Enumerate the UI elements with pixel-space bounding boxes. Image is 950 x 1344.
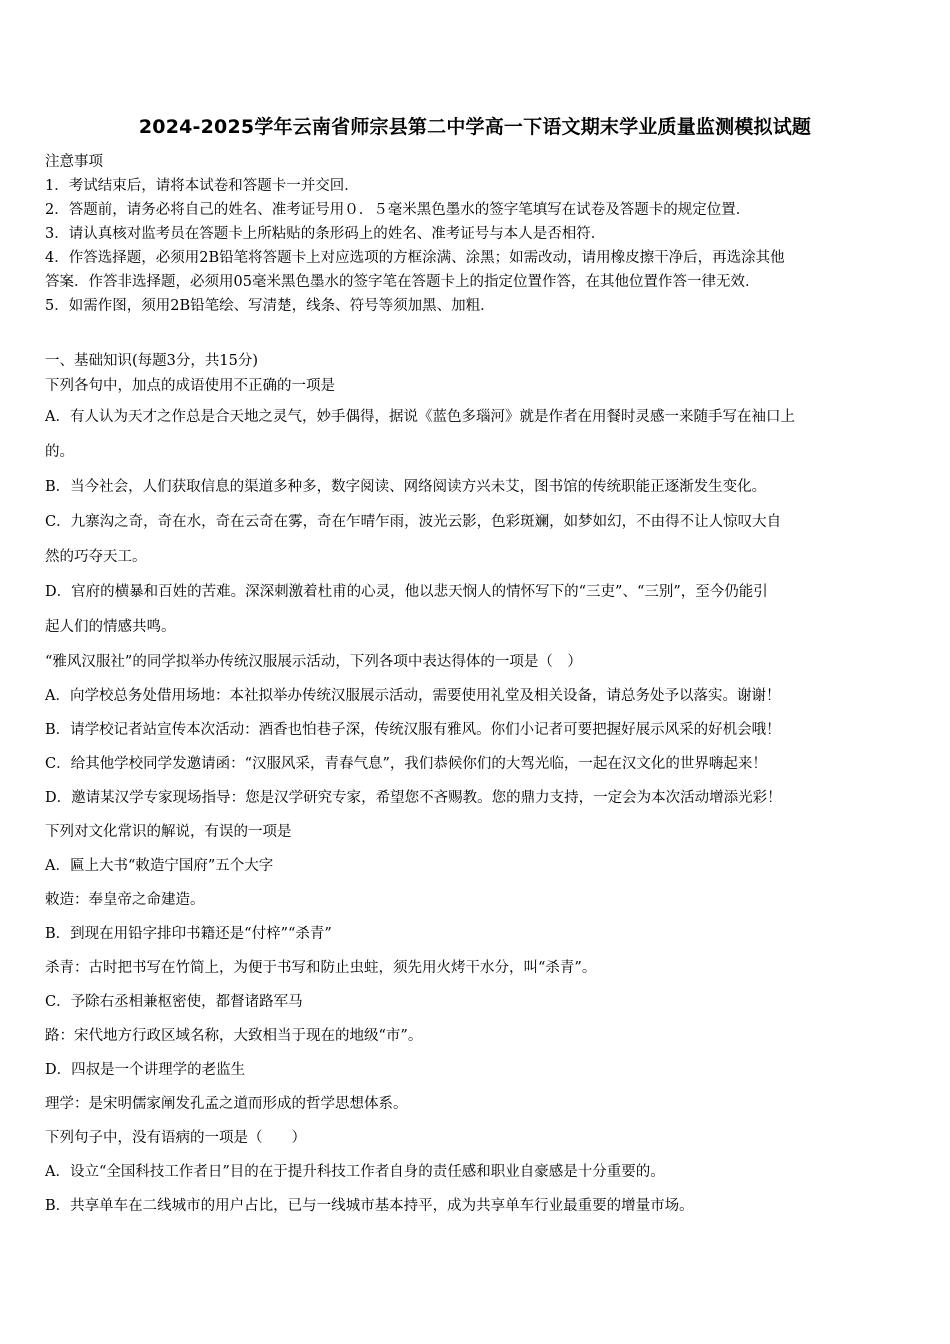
notes-item: 3．请认真核对监考员在答题卡上所粘贴的条形码上的姓名、准考证号与本人是否相符． <box>45 226 606 242</box>
notes-item: 4．作答选择题，必须用2B铅笔将答题卡上对应选项的方框涂满、涂黑；如需改动，请用橡皮擦干净后，再选涂其他 <box>45 250 785 266</box>
option-c: C．予除右丞相兼枢密使，都督诸路军马 <box>45 994 303 1010</box>
option-c-note: 路：宋代地方行政区域名称，大致相当于现在的地级“市”。 <box>45 1028 423 1044</box>
option-b: B．请学校记者站宣传本次活动：酒香也怕巷子深，传统汉服有雅风。你们小记者可要把握好展示风采的好机会哦！ <box>45 722 781 738</box>
notes-heading: 注意事项 <box>45 154 103 170</box>
option-d-note: 理学：是宋明儒家阐发孔孟之道而形成的哲学思想体系。 <box>45 1096 408 1112</box>
option-c: C．给其他学校同学发邀请函：“汉服风采，青春气息”，我们恭候你们的大驾光临，一起在汉文化的世界嗨起来！ <box>45 756 767 772</box>
question-1 <box>45 372 911 645</box>
notes-section <box>45 150 911 318</box>
notes-item: 1．考试结束后，请将本试卷和答题卡一并交回． <box>45 178 359 194</box>
option-d: D．四叔是一个讲理学的老监生 <box>45 1062 246 1078</box>
question-4 <box>45 1121 911 1223</box>
option-a-continued: 的。 <box>45 444 74 460</box>
option-b: B．共享单车在二线城市的用户占比，已与一线城市基本持平，成为共享单车行业最重要的增量市场。 <box>45 1198 694 1214</box>
option-d: D．官府的横暴和百姓的苦难。深深刺激着杜甫的心灵，他以悲天悯人的情怀写下的“三吏”、“三别”，至今仍能引 <box>45 584 768 600</box>
option-c-continued: 然的巧夺天工。 <box>45 549 147 565</box>
notes-item: 2．答题前，请务必将自己的姓名、准考证号用０．５毫米黑色墨水的签字笔填写在试卷及答题卡的规定位置． <box>45 202 751 218</box>
option-b-note: 杀青：古时把书写在竹简上，为便于书写和防止虫蛀，须先用火烤干水分，叫“杀青”。 <box>45 960 597 976</box>
option-c: C．九寨沟之奇，奇在水，奇在云奇在雾，奇在乍晴乍雨，波光云影，色彩斑斓，如梦如幻，不由得不让人惊叹大自 <box>45 514 782 530</box>
option-b: B．到现在用铅字排印书籍还是“付梓”“杀青” <box>45 926 332 942</box>
notes-item: 答案．作答非选择题，必须用05毫米黑色墨水的签字笔在答题卡上的指定位置作答，在其他位置作答一律无效． <box>45 274 760 290</box>
section-heading: 一、基础知识(每题3分，共15分) <box>45 353 258 369</box>
option-d-continued: 起人们的情感共鸣。 <box>45 619 176 635</box>
question-2 <box>45 645 911 815</box>
option-d: D．邀请某汉学专家现场指导：您是汉学研究专家，希望您不吝赐教。您的鼎力支持，一定会为本次活动增添光彩！ <box>45 790 782 806</box>
question-3 <box>45 815 911 1121</box>
option-a: A．有人认为天才之作总是合天地之灵气，妙手偶得，据说《蓝色多瑙河》就是作者在用餐时灵感一来随手写在袖口上 <box>45 409 795 425</box>
question-stem: 下列对文化常识的解说，有误的一项是 <box>45 824 292 840</box>
question-stem: 下列各句中，加点的成语使用不正确的一项是 <box>45 378 335 394</box>
question-stem: “雅风汉服社”的同学拟举办传统汉服展示活动，下列各项中表达得体的一项是（ ） <box>45 654 582 670</box>
option-a: A．设立“全国科技工作者日”目的在于提升科技工作者自身的责任感和职业自豪感是十分重要的。 <box>45 1164 665 1180</box>
option-b: B．当今社会，人们获取信息的渠道多种多，数字阅读、网络阅读方兴未艾，图书馆的传统职能正逐渐发生变化。 <box>45 479 767 495</box>
page-title: 2024-2025学年云南省师宗县第二中学高一下语文期末学业质量监测模拟试题 <box>138 116 812 138</box>
option-a-note: 敕造：奉皇帝之命建造。 <box>45 892 205 908</box>
option-a: A．向学校总务处借用场地：本社拟举办传统汉服展示活动，需要使用礼堂及相关设备，请总务处予以落实。谢谢！ <box>45 688 781 704</box>
basic-knowledge-section <box>45 350 911 1223</box>
notes-item: 5．如需作图，须用2B铅笔绘、写清楚，线条、符号等须加黑、加粗． <box>45 298 495 314</box>
option-a: A．匾上大书“敕造宁国府”五个大字 <box>45 858 274 874</box>
question-stem: 下列句子中，没有语病的一项是（ ） <box>45 1130 306 1146</box>
